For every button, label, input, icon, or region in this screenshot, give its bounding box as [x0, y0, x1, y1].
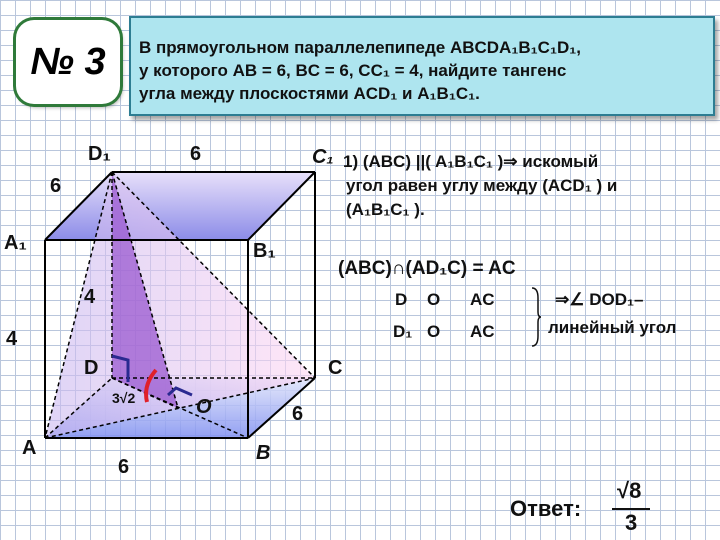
- label-bottom-6: 6: [118, 456, 130, 478]
- label-mid-4: 4: [84, 286, 96, 308]
- top-face: [45, 172, 315, 240]
- label-o: O: [196, 396, 212, 418]
- answer-label: Ответ:: [510, 496, 582, 521]
- solution-row2-o: O: [427, 322, 441, 341]
- label-right-6: 6: [292, 403, 304, 425]
- solution-intersection: (ABC)∩(AD₁C) = AC: [338, 258, 516, 279]
- label-a: A: [22, 437, 37, 459]
- solution-row1-o: O: [427, 290, 441, 309]
- solution-step1-line3: (A₁B₁C₁ ).: [346, 200, 425, 219]
- solution-conclusion-1: ⇒∠ DOD₁–: [555, 290, 644, 309]
- answer-denominator: 3: [625, 510, 638, 535]
- label-c1: C₁: [312, 146, 334, 168]
- problem-line-2: у которого AB = 6, BC = 6, CC₁ = 4, найдите тангенс: [139, 61, 567, 80]
- problem-number: № 3: [30, 40, 106, 83]
- label-left-4: 4: [6, 328, 18, 350]
- label-b: B: [256, 442, 271, 464]
- solution-row2-point: D₁: [393, 322, 413, 341]
- label-b1: B₁: [253, 240, 276, 262]
- solution-conclusion-2: линейный угол: [548, 318, 677, 337]
- label-c: C: [328, 357, 343, 379]
- solution-row1-line: AC: [470, 290, 495, 309]
- problem-line-1: В прямоугольном параллелепипеде ABCDA₁B₁C₁D₁,: [139, 38, 581, 57]
- label-d: D: [84, 357, 99, 379]
- solution-step1-line2: угол равен углу между (ACD₁ ) и: [346, 176, 618, 195]
- problem-line-3: угла между плоскостями ACD₁ и A₁B₁C₁.: [139, 84, 480, 103]
- solution-row2-line: AC: [470, 322, 495, 341]
- label-a1: A₁: [4, 232, 27, 254]
- label-do-length: 3√2: [112, 390, 136, 406]
- answer-numerator: √8: [617, 478, 642, 503]
- solution-row1-point: D: [395, 290, 408, 309]
- label-left-6: 6: [50, 175, 62, 197]
- label-d1: D₁: [88, 143, 111, 165]
- brace: [530, 286, 542, 348]
- label-top-6: 6: [190, 143, 202, 165]
- solution-step1-line1: 1) (ABC) ||( A₁B₁C₁ )⇒ искомый: [343, 152, 599, 171]
